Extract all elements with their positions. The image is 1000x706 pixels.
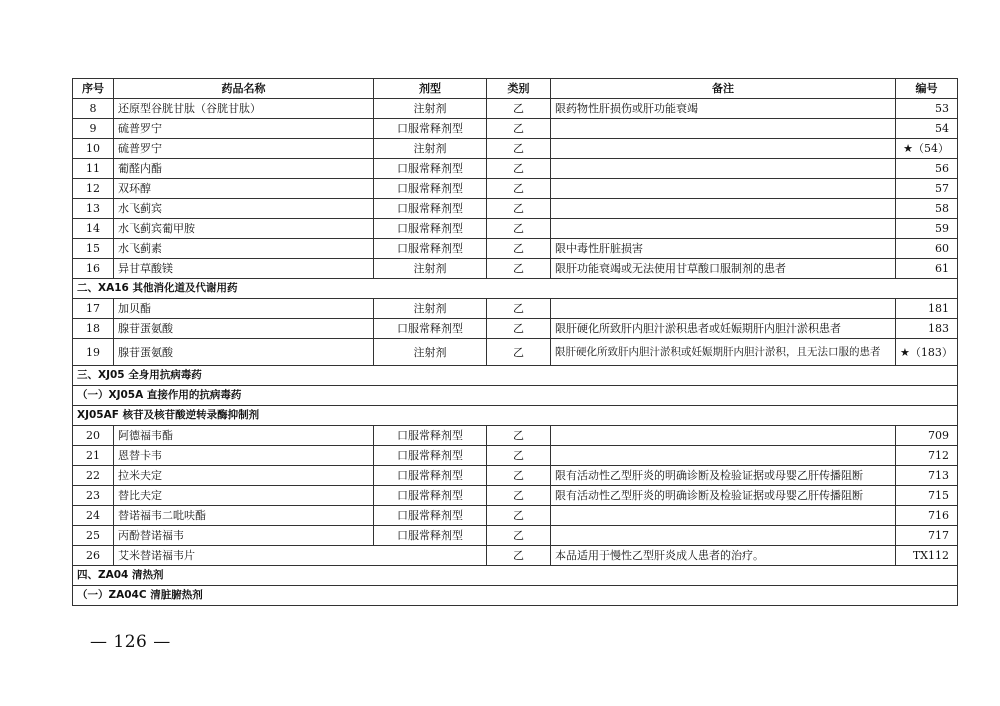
cell-form: 口服常释剂型 [374,319,487,339]
cell-seq: 26 [73,546,114,566]
table-header-row [73,79,958,99]
cell-form: 口服常释剂型 [374,159,487,179]
cell-seq: 22 [73,466,114,486]
table-row [73,486,958,506]
cell-seq: 19 [73,339,114,366]
cell-seq: 8 [73,99,114,119]
cell-form: 口服常释剂型 [374,446,487,466]
section-xj05af: XJ05AF 核苷及核苷酸逆转录酶抑制剂 [73,406,958,426]
cell-name: 恩替卡韦 [114,446,374,466]
cell-form: 口服常释剂型 [374,506,487,526]
cell-category: 乙 [487,486,551,506]
section-za04: 四、ZA04 清热剂 [73,566,958,586]
cell-category: 乙 [487,546,551,566]
section-xa16: 二、XA16 其他消化道及代谢用药 [73,279,958,299]
cell-name: 腺苷蛋氨酸 [114,319,374,339]
table-row [73,239,958,259]
cell-name: 硫普罗宁 [114,119,374,139]
cell-form: 口服常释剂型 [374,466,487,486]
cell-seq: 15 [73,239,114,259]
table-row [73,446,958,466]
header-seq: 序号 [73,79,114,99]
header-code: 编号 [896,79,958,99]
cell-seq: 14 [73,219,114,239]
cell-name: 还原型谷胱甘肽（谷胱甘肽） [114,99,374,119]
cell-code: 57 [896,179,958,199]
cell-name: 丙酚替诺福韦 [114,526,374,546]
cell-note: 限有活动性乙型肝炎的明确诊断及检验证据或母婴乙肝传播阻断 [551,466,896,486]
section-xj05: 三、XJ05 全身用抗病毒药 [73,366,958,386]
cell-form: 口服常释剂型 [374,526,487,546]
cell-note [551,119,896,139]
table-row [73,119,958,139]
cell-category: 乙 [487,446,551,466]
cell-note [551,159,896,179]
header-note: 备注 [551,79,896,99]
cell-seq: 25 [73,526,114,546]
cell-code: 59 [896,219,958,239]
page-number: — 126 — [90,632,171,652]
cell-seq: 13 [73,199,114,219]
cell-code: 54 [896,119,958,139]
table-row [73,506,958,526]
cell-note [551,219,896,239]
cell-code: 715 [896,486,958,506]
table-row [73,526,958,546]
cell-form: 注射剂 [374,139,487,159]
cell-note [551,199,896,219]
section-row [73,279,958,299]
section-row [73,586,958,606]
cell-category: 乙 [487,526,551,546]
cell-seq: 17 [73,299,114,319]
drug-list-table-container [72,78,953,606]
cell-code: 717 [896,526,958,546]
cell-category: 乙 [487,426,551,446]
cell-code: 713 [896,466,958,486]
cell-note: 限肝硬化所致肝内胆汁淤积或妊娠期肝内胆汁淤积，且无法口服的患者 [551,339,896,366]
cell-note [551,446,896,466]
cell-category: 乙 [487,339,551,366]
header-category: 类别 [487,79,551,99]
cell-form: 注射剂 [374,259,487,279]
table-row [73,339,958,366]
cell-form: 注射剂 [374,339,487,366]
cell-code: 716 [896,506,958,526]
table-row [73,546,958,566]
header-name: 药品名称 [114,79,374,99]
cell-category: 乙 [487,319,551,339]
cell-note [551,426,896,446]
cell-name: 葡醛内酯 [114,159,374,179]
cell-form: 口服常释剂型 [374,219,487,239]
header-form: 剂型 [374,79,487,99]
cell-name: 腺苷蛋氨酸 [114,339,374,366]
cell-name: 替比夫定 [114,486,374,506]
table-row [73,179,958,199]
cell-category: 乙 [487,139,551,159]
cell-seq: 16 [73,259,114,279]
cell-seq: 12 [73,179,114,199]
cell-category: 乙 [487,506,551,526]
cell-name: 水飞蓟宾 [114,199,374,219]
cell-category: 乙 [487,159,551,179]
cell-code: 709 [896,426,958,446]
cell-note: 限肝硬化所致肝内胆汁淤积患者或妊娠期肝内胆汁淤积患者 [551,319,896,339]
cell-note [551,139,896,159]
cell-form: 口服常释剂型 [374,119,487,139]
table-row [73,139,958,159]
cell-category: 乙 [487,466,551,486]
cell-seq: 11 [73,159,114,179]
cell-seq: 9 [73,119,114,139]
table-row [73,426,958,446]
cell-category: 乙 [487,199,551,219]
table-row [73,299,958,319]
cell-code: ★（54） [896,139,958,159]
cell-note: 限药物性肝损伤或肝功能衰竭 [551,99,896,119]
cell-category: 乙 [487,99,551,119]
cell-form: 注射剂 [374,99,487,119]
table-row [73,159,958,179]
cell-form: 口服常释剂型 [374,486,487,506]
cell-seq: 20 [73,426,114,446]
cell-seq: 23 [73,486,114,506]
cell-code: 60 [896,239,958,259]
cell-code: ★（183） [896,339,958,366]
section-row [73,566,958,586]
table-row [73,219,958,239]
cell-category: 乙 [487,259,551,279]
cell-form: 口服常释剂型 [374,199,487,219]
section-row [73,386,958,406]
cell-name: 艾米替诺福韦片 [114,546,487,566]
cell-category: 乙 [487,119,551,139]
cell-form: 口服常释剂型 [374,239,487,259]
cell-seq: 24 [73,506,114,526]
cell-name: 水飞蓟素 [114,239,374,259]
cell-code: TX112 [896,546,958,566]
cell-name: 加贝酯 [114,299,374,319]
drug-list-table [72,78,958,606]
table-row [73,199,958,219]
cell-note [551,506,896,526]
cell-form: 口服常释剂型 [374,426,487,446]
cell-category: 乙 [487,179,551,199]
cell-note: 限肝功能衰竭或无法使用甘草酸口服制剂的患者 [551,259,896,279]
cell-form: 口服常释剂型 [374,179,487,199]
cell-note [551,179,896,199]
cell-code: 58 [896,199,958,219]
cell-code: 183 [896,319,958,339]
cell-name: 水飞蓟宾葡甲胺 [114,219,374,239]
section-row [73,366,958,386]
cell-name: 拉米夫定 [114,466,374,486]
section-row [73,406,958,426]
cell-category: 乙 [487,219,551,239]
cell-form: 注射剂 [374,299,487,319]
cell-category: 乙 [487,239,551,259]
cell-seq: 21 [73,446,114,466]
cell-note: 限中毒性肝脏损害 [551,239,896,259]
cell-note [551,526,896,546]
cell-note: 限有活动性乙型肝炎的明确诊断及检验证据或母婴乙肝传播阻断 [551,486,896,506]
section-za04c: （一）ZA04C 清脏腑热剂 [73,586,958,606]
cell-note: 本品适用于慢性乙型肝炎成人患者的治疗。 [551,546,896,566]
cell-note [551,299,896,319]
table-row [73,99,958,119]
table-row [73,259,958,279]
cell-category: 乙 [487,299,551,319]
cell-name: 硫普罗宁 [114,139,374,159]
table-row [73,466,958,486]
cell-name: 阿德福韦酯 [114,426,374,446]
cell-code: 56 [896,159,958,179]
cell-name: 替诺福韦二吡呋酯 [114,506,374,526]
cell-seq: 18 [73,319,114,339]
cell-name: 异甘草酸镁 [114,259,374,279]
cell-name: 双环醇 [114,179,374,199]
section-xj05a: （一）XJ05A 直接作用的抗病毒药 [73,386,958,406]
table-row [73,319,958,339]
cell-code: 712 [896,446,958,466]
cell-seq: 10 [73,139,114,159]
cell-code: 61 [896,259,958,279]
cell-code: 53 [896,99,958,119]
cell-code: 181 [896,299,958,319]
